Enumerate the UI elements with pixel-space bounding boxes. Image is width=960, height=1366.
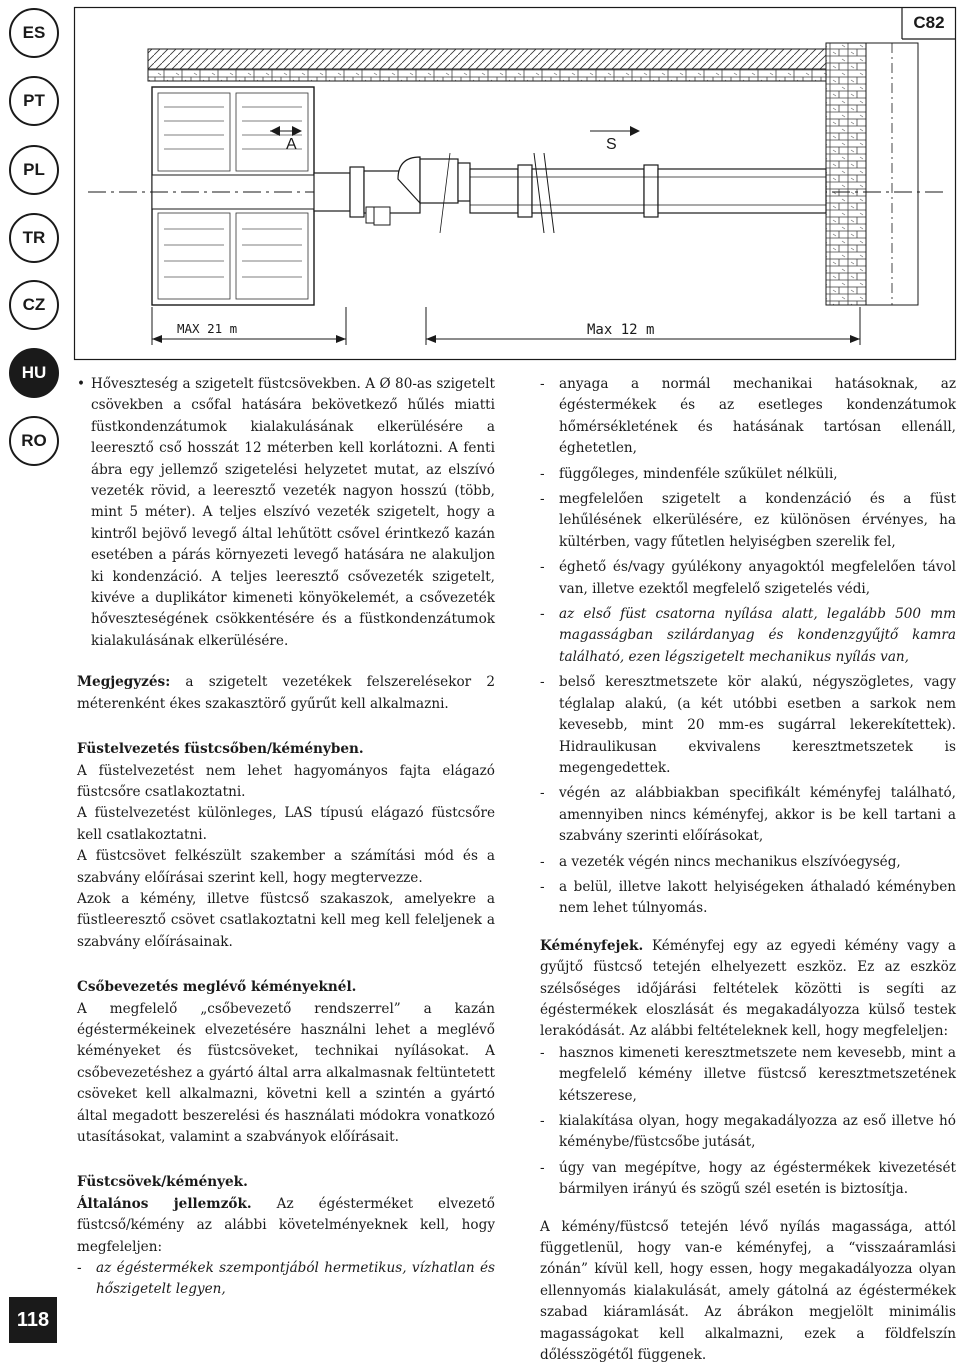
insulation-paragraph: • Hőveszteség a szigetelt füstcsövekben. A Ø 80-as szigetelt csövekben a csőfal hatására bekövetkező hűlés miatti füstkondenzátumok kialakulásának elkerülésére a leeresztő cső hosszát 12 méterben kell korlátozni. A fenti ábra egy jellemző szigetelési helyzetet mutat, az elszívó vezeték rövid, a leeresztő vezeték nagyon hosszú (több, mint 5 méter). A teljes elszívó vezeték szigetelt, hogy a kintről bejövő levegő által lehűtött csővel érintkező kazán esetében a párás környezeti levegő hatására ne alakuljon ki kondenzáció. A teljes leeresztő csővezeték szigetelt, kivéve a duplikátor kimeneti könyökelemét, a csővezeték hőveszteségének csökkentésére és a füstkondenzátumok kialakulásának elkerülésére. [77,374,495,652]
general-label: Általános jellemzők. [77,1195,252,1212]
requirement-item: - függőleges, mindenféle szűkület nélküli, [540,464,956,485]
outlet-height-paragraph: A kémény/füstcső tetején lévő nyílás magassága, attól függetlenül, hogy van-e kéményfej, a “visszaáramlási zónán” kívül kell, hogy essen, hogy megakadályozza olyan ellennyomás kialakulását, amely gátolná az égéstermékek szabad kiáramlását. Az ábrákon megjelölt minimális magasságokat kell alkalmazni, ezek a földfelszín dőlésszögétől függenek. [540,1218,956,1364]
flue-paragraph-2: A füstelvezetést különleges, LAS típusú elágazó füstcsőre kell csatlakoztatni. [77,805,495,843]
flue-paragraph-3: A füstcsövet felkészült szakember a számítási mód és a szabvány előírásai szerint kell, hogy megtervezze. [77,848,495,886]
requirement-item: - a vezeték végén nincs mechanikus elszívóegység, [540,852,956,873]
dimension-right: Max 12 m [587,322,655,338]
dimension-left: MAX 21 m [177,321,238,336]
chimney-cap-paragraph [540,936,956,1043]
requirement-item: - megfelelően szigetelt a kondenzáció és a füst lehűlésének elkerülésére, ez különösen érvényes, ha kültérben, vagy fűtetlen helyiségben szerelik fel, [540,489,956,553]
section-title-chimneys: Füstcsövek/kémények. [77,1174,248,1191]
flue-paragraph-1: A füstelvezetést nem lehet hagyományos fajta elágazó füstcsőre csatlakoztatni. [77,762,495,800]
requirement-item: - az égéstermékek szempontjából hermetikus, vízhatlan és hőszigetelt legyen, [77,1258,495,1301]
lang-tab-es[interactable]: ES [9,8,59,58]
section-title-liner: Csőbevezetés meglévő kéményeknél. [77,979,357,996]
label-s: S [606,136,617,153]
requirement-item: - a belül, illetve lakott helyiségeken áthaladó kéményben nem lehet túlnyomás. [540,877,956,920]
installation-diagram [74,7,956,360]
label-a: A [286,136,297,153]
requirement-item: - éghető és/vagy gyúlékony anyagoktól megfelelően távol van, illetve ezektől megfelelő szigetelés védi, [540,557,956,600]
chimney-general-paragraph [77,1194,495,1258]
note-text: a szigetelt vezetékek felszerelésekor 2 méterenként ékes szakasztörő gyűrűt kell alkalmazni. [77,674,495,712]
chimney-cap-item: - hasznos kimeneti keresztmetszete nem kevesebb, mint a megfelelő kémény illetve füstcső keresztmetszetének kétszerese, [540,1043,956,1107]
lang-tab-cz[interactable]: CZ [9,280,59,330]
requirement-item: - belső keresztmetszete kör alakú, négyszögletes, vagy téglalap alakú, (a két utóbbi esetben a sarkok nem kevesebb, mint 20 mm-es sugárral lekerekítettek). Hidraulikusan ekvivalens keresztmetszetek is megengedettek. [540,672,956,779]
right-column [540,374,956,1366]
note-paragraph [77,672,495,715]
requirement-item: - végén az alábbiakban specifikált kéményfej található, amennyiben nincs kéményfej, akkor is be kell tartani a szabvány szerinti előírásokat, [540,783,956,847]
page-number: 118 [9,1297,57,1343]
chimney-cap-item: - kialakítása olyan, hogy megakadályozza az eső illetve hó kéménybe/füstcsőbe jutását, [540,1111,956,1154]
left-column [77,374,495,1305]
diagram-svg [74,7,956,360]
flue-paragraph-4: Azok a kémény, illetve füstcső szakaszok, amelyekre a füstleeresztő csövet csatlakoztatni kell meg kell feleljenek a szabvány előírásainak. [77,890,495,950]
chimney-cap-item: - úgy van megépítve, hogy az égéstermékek kivezetését bármilyen irányú és szögű szél esetén is biztosítja. [540,1158,956,1201]
chimney-cap-text: Kéményfej egy az egyedi kémény vagy a gyűjtő füstcső tetején elhelyezett eszköz. Ez az eszköz szélsőséges időjárási feltételek közötti is segíti az égéstermékek eloszlását és megakadályozza külső testek lerakódását. Az alábbi feltételeknek kell, hogy megfeleljen: [540,937,956,1040]
requirement-item: - anyaga a normál mechanikai hatásoknak, az égéstermékek és az esetleges kondenzátumok hőmérsékletének és hatásának tartósan ellenáll, éghetetlen, [540,374,956,460]
requirement-item: - az első füst csatorna nyílása alatt, legalább 500 mm magasságban szilárdanyag és kondenzgyűjtő kamra található, ezen légszigetelt mechanikus nyílás van, [540,604,956,668]
note-label: Megjegyzés: [77,674,171,691]
general-text: Az égésterméket elvezető füstcső/kémény az alábbi követelményeknek kell, hogy megfeleljen: [77,1195,495,1255]
liner-paragraph: A megfelelő „csőbevezető rendszerrel” a kazán égéstermékeinek elvezetésére használni lehet a meglévő kéményeket és füstcsöveket, technikai nyílásokat. A csőbevezetéshez a gyártó által arra alkalmasnak feltüntetett csöveket kell alkalmazni, követni kell a szintén a gyártó által megadott beszerelési és használati módokra vonatkozó utasításokat, valamint a szabványok előírásait. [77,1000,495,1145]
lang-tab-tr[interactable]: TR [9,213,59,263]
lang-tab-pt[interactable]: PT [9,76,59,126]
lang-tab-ro[interactable]: RO [9,416,59,466]
chimney-cap-label: Kéményfejek. [540,937,644,954]
section-title-flue: Füstelvezetés füstcsőben/kéményben. [77,741,364,758]
lang-tab-hu[interactable]: HU [9,348,59,398]
figure-code: C82 [913,13,945,32]
lang-tab-pl[interactable]: PL [9,145,59,195]
